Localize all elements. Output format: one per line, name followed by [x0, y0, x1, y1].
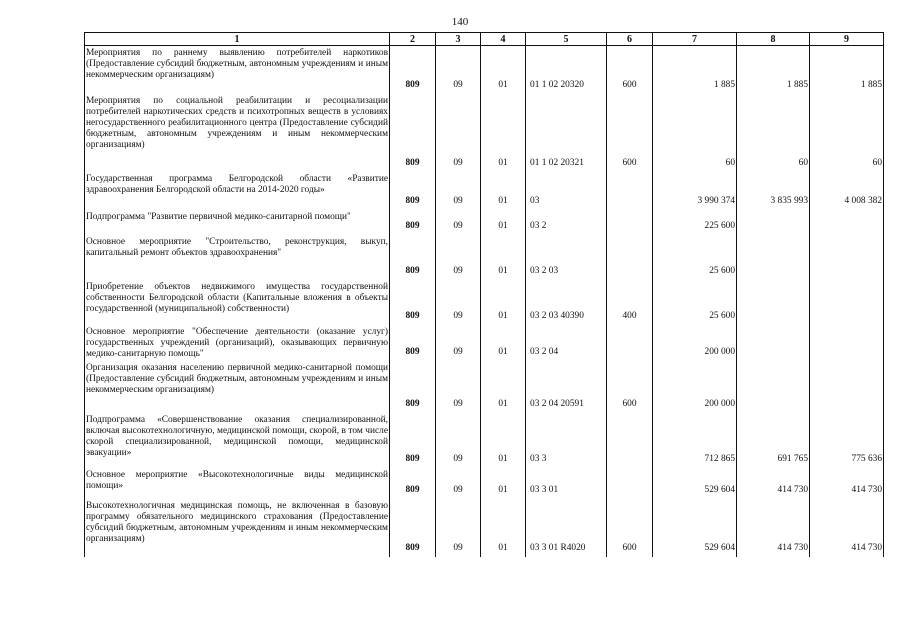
table-cell-section: 09 [436, 46, 481, 94]
table-cell-section: 09 [436, 280, 481, 325]
table-cell-amount-year3: 1 885 [810, 46, 884, 94]
table-row [85, 413, 884, 468]
table-cell-expense-type: 600 [607, 499, 653, 557]
table-cell-amount-year1: 3 990 374 [653, 172, 737, 210]
table-cell-target-article: 03 3 01 [526, 468, 607, 499]
table-cell-amount-year3: 414 730 [810, 468, 884, 499]
table-cell-subsection: 01 [481, 280, 526, 325]
table-cell-target-article: 03 3 01 R4020 [526, 499, 607, 557]
table-cell-amount-year2: 60 [737, 94, 810, 172]
column-header: 3 [436, 33, 481, 46]
column-header: 1 [85, 33, 390, 46]
column-header: 5 [526, 33, 607, 46]
table-cell-target-article: 01 1 02 20321 [526, 94, 607, 172]
table-cell-amount-year1: 529 604 [653, 468, 737, 499]
row-description: Мероприятия по раннему выявлению потребителей наркотиков (Предоставление субсидий бюджетным, автономным учреждениям и иным некоммерческим организациям) [86, 48, 388, 80]
table-cell-grbs: 809 [390, 361, 436, 413]
table-cell-section: 09 [436, 210, 481, 235]
table-cell-section: 09 [436, 172, 481, 210]
table-cell-subsection: 01 [481, 468, 526, 499]
table-body [85, 46, 884, 557]
table-cell-target-article: 03 [526, 172, 607, 210]
table-cell-subsection: 01 [481, 413, 526, 468]
column-header: 8 [737, 33, 810, 46]
table-cell-expense-type: 600 [607, 46, 653, 94]
table-cell-amount-year3: 60 [810, 94, 884, 172]
column-header: 9 [810, 33, 884, 46]
table-cell-amount-year1: 1 885 [653, 46, 737, 94]
table-cell-name [85, 94, 390, 172]
column-header: 6 [607, 33, 653, 46]
table-cell-grbs: 809 [390, 325, 436, 361]
table-cell-amount-year1: 200 000 [653, 325, 737, 361]
table-cell-name [85, 413, 390, 468]
table-cell-subsection: 01 [481, 210, 526, 235]
table-cell-amount-year2: 1 885 [737, 46, 810, 94]
table-cell-expense-type [607, 468, 653, 499]
table-cell-amount-year3: 775 636 [810, 413, 884, 468]
table-cell-amount-year2 [737, 210, 810, 235]
table-row [85, 94, 884, 172]
table-cell-amount-year1: 60 [653, 94, 737, 172]
table-cell-name [85, 46, 390, 94]
table-cell-target-article: 03 2 04 [526, 325, 607, 361]
table-row [85, 235, 884, 280]
table-cell-amount-year3 [810, 325, 884, 361]
table-cell-amount-year1: 25 600 [653, 235, 737, 280]
row-description: Основное мероприятие "Строительство, реконструкция, выкуп, капитальный ремонт объектов здравоохранения" [86, 236, 388, 258]
table-cell-target-article: 03 2 04 20591 [526, 361, 607, 413]
row-description: Мероприятия по социальной реабилитации и ресоциализации потребителей наркотических средств и психотропных веществ в условиях негосударственного реабилитационного центра (Предоставление субсидий бюджетным, автономным учреждениям и иным некоммерческим организациям) [86, 95, 388, 150]
table-cell-amount-year3 [810, 361, 884, 413]
table-cell-grbs: 809 [390, 280, 436, 325]
table-cell-section: 09 [436, 413, 481, 468]
row-description: Подпрограмма «Совершенствование оказания специализированной, включая высокотехнологичную, медицинской помощи, скорой, в том числе скорой специализированной, медицинской помощи, медицинской эвакуации» [86, 414, 388, 458]
table-cell-section: 09 [436, 499, 481, 557]
table-cell-grbs: 809 [390, 468, 436, 499]
table-row [85, 172, 884, 210]
table-cell-target-article: 03 2 [526, 210, 607, 235]
table-cell-expense-type [607, 325, 653, 361]
table-cell-name [85, 361, 390, 413]
table-cell-subsection: 01 [481, 172, 526, 210]
table-cell-name [85, 499, 390, 557]
row-description: Подпрограмма "Развитие первичной медико-санитарной помощи" [86, 211, 351, 222]
table-cell-section: 09 [436, 468, 481, 499]
table-cell-expense-type: 600 [607, 94, 653, 172]
table-cell-grbs: 809 [390, 413, 436, 468]
budget-table [84, 32, 884, 557]
table-header-row [85, 33, 884, 46]
table-cell-amount-year2 [737, 325, 810, 361]
row-description: Основное мероприятие «Высокотехнологичные виды медицинской помощи» [86, 469, 388, 491]
table-cell-subsection: 01 [481, 94, 526, 172]
column-header: 2 [390, 33, 436, 46]
table-cell-amount-year3 [810, 235, 884, 280]
column-header: 7 [653, 33, 737, 46]
table-cell-subsection: 01 [481, 499, 526, 557]
table-cell-subsection: 01 [481, 235, 526, 280]
table-cell-amount-year2 [737, 361, 810, 413]
table-cell-target-article: 03 2 03 [526, 235, 607, 280]
table-row [85, 499, 884, 557]
table-cell-amount-year2: 414 730 [737, 499, 810, 557]
table-row [85, 325, 884, 361]
table-cell-section: 09 [436, 325, 481, 361]
table-cell-amount-year1: 225 600 [653, 210, 737, 235]
table-cell-grbs: 809 [390, 235, 436, 280]
table-cell-name [85, 235, 390, 280]
table-cell-amount-year1: 712 865 [653, 413, 737, 468]
table-cell-section: 09 [436, 94, 481, 172]
table-cell-expense-type [607, 210, 653, 235]
table-cell-amount-year2: 691 765 [737, 413, 810, 468]
table-cell-target-article: 03 3 [526, 413, 607, 468]
table-cell-grbs: 809 [390, 499, 436, 557]
table-cell-grbs: 809 [390, 46, 436, 94]
column-header: 4 [481, 33, 526, 46]
table-cell-expense-type [607, 172, 653, 210]
page-number: 140 [451, 16, 469, 28]
row-description: Организация оказания населению первичной медико-санитарной помощи (Предоставление субсидий бюджетным, автономным учреждениям и иным некоммерческим организациям) [86, 362, 388, 395]
table-cell-subsection: 01 [481, 46, 526, 94]
table-cell-amount-year2: 3 835 993 [737, 172, 810, 210]
table-cell-name [85, 468, 390, 499]
row-description: Высокотехнологичная медицинская помощь, не включенная в базовую программу обязательного медицинского страхования (Предоставление субсидий бюджетным, автономным учреждениям и иным некоммерческим организациям) [86, 500, 388, 544]
table-row [85, 210, 884, 235]
table-cell-expense-type [607, 413, 653, 468]
table-cell-section: 09 [436, 361, 481, 413]
table-cell-amount-year3 [810, 280, 884, 325]
table-cell-amount-year3: 414 730 [810, 499, 884, 557]
table-cell-amount-year3 [810, 210, 884, 235]
table-cell-expense-type [607, 235, 653, 280]
table-cell-amount-year1: 529 604 [653, 499, 737, 557]
table-cell-expense-type: 600 [607, 361, 653, 413]
table-row [85, 468, 884, 499]
row-description: Основное мероприятие "Обеспечение деятельности (оказание услуг) государственных учреждений (организаций), оказывающих первичную медико-санитарную помощь" [86, 326, 388, 359]
table-row [85, 361, 884, 413]
table-cell-name [85, 210, 390, 235]
table-cell-amount-year2 [737, 280, 810, 325]
table-cell-grbs: 809 [390, 210, 436, 235]
table-cell-amount-year1: 200 000 [653, 361, 737, 413]
table-cell-subsection: 01 [481, 325, 526, 361]
table-cell-target-article: 03 2 03 40390 [526, 280, 607, 325]
table-cell-amount-year1: 25 600 [653, 280, 737, 325]
table-row [85, 280, 884, 325]
table-cell-grbs: 809 [390, 94, 436, 172]
table-cell-name [85, 325, 390, 361]
row-description: Приобретение объектов недвижимого имущества государственной собственности Белгородской области (Капитальные вложения в объекты государственной (муниципальной) собственности) [86, 281, 388, 314]
table-cell-amount-year3: 4 008 382 [810, 172, 884, 210]
table-cell-name [85, 280, 390, 325]
table-cell-name [85, 172, 390, 210]
table-cell-amount-year2 [737, 235, 810, 280]
table-cell-section: 09 [436, 235, 481, 280]
row-description: Государственная программа Белгородской области «Развитие здравоохранения Белгородской области на 2014-2020 годы» [86, 173, 388, 195]
table-cell-subsection: 01 [481, 361, 526, 413]
table-cell-expense-type: 400 [607, 280, 653, 325]
table-cell-amount-year2: 414 730 [737, 468, 810, 499]
table-cell-grbs: 809 [390, 172, 436, 210]
table-cell-target-article: 01 1 02 20320 [526, 46, 607, 94]
table-row [85, 46, 884, 94]
